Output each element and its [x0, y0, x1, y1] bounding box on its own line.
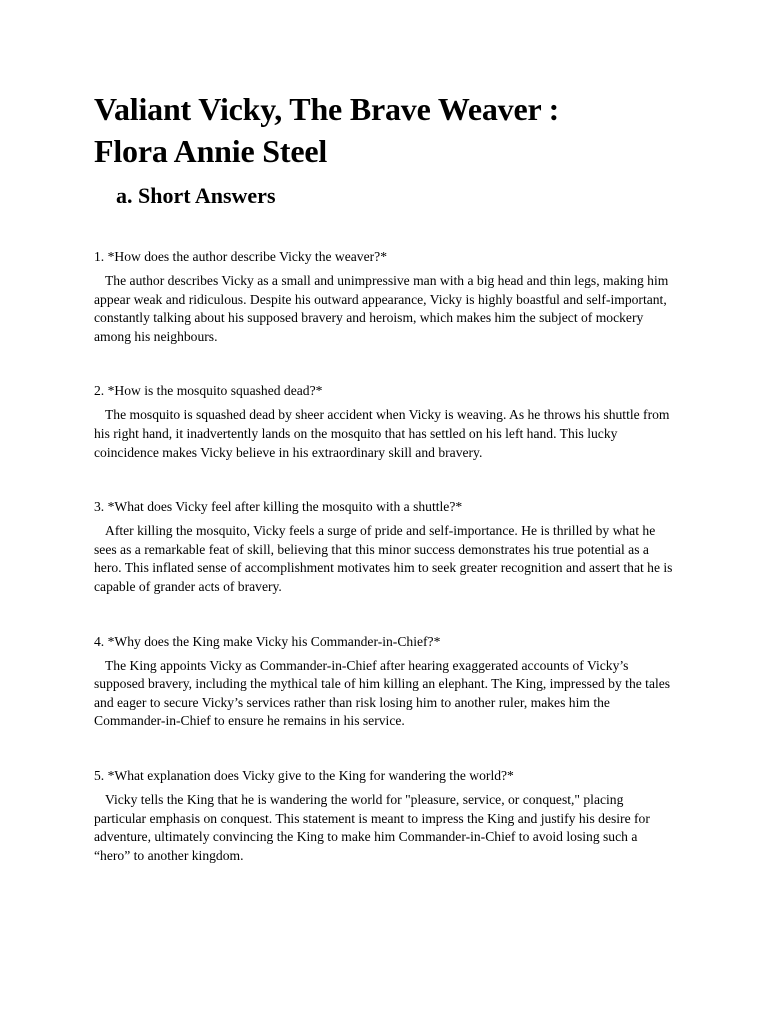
qa-item [94, 767, 674, 865]
title-line-2: Flora Annie Steel [94, 133, 328, 169]
qa-item [94, 633, 674, 731]
qa-list [94, 248, 674, 865]
qa-item [94, 498, 674, 596]
answer-text: The mosquito is squashed dead by sheer accident when Vicky is weaving. As he throws his shuttle from his right hand, it inadvertently lands on the mosquito that has settled on his left hand. This lucky coincidence makes Vicky believe in his extraordinary skill and bravery. [94, 407, 670, 460]
question-text: 3. *What does Vicky feel after killing the mosquito with a shuttle?* [94, 499, 463, 515]
qa-item [94, 248, 674, 346]
question-text: 5. *What explanation does Vicky give to the King for wandering the world?* [94, 767, 514, 783]
document-title [94, 88, 674, 172]
answer-text: The author describes Vicky as a small and unimpressive man with a big head and thin legs, making him appear weak and ridiculous. Despite his outward appearance, Vicky is highly boastful and self-important, constantly talking about his supposed bravery and heroism, which makes him the subject of mockery among his neighbours. [94, 273, 669, 344]
document-page [94, 88, 674, 901]
question-text: 4. *Why does the King make Vicky his Commander-in-Chief?* [94, 633, 441, 649]
title-line-1: Valiant Vicky, The Brave Weaver : [94, 91, 560, 127]
question-text: 2. *How is the mosquito squashed dead?* [94, 383, 323, 399]
answer-text: The King appoints Vicky as Commander-in-Chief after hearing exaggerated accounts of Vicky’s supposed bravery, including the mythical tale of him killing an elephant. The King, impressed by the tales and eager to secure Vicky’s services rather than risk losing him to another ruler, makes him the Commander-in-Chief to ensure he remains in his service. [94, 657, 671, 729]
question-text: 1. *How does the author describe Vicky the weaver?* [94, 249, 387, 264]
qa-item [94, 382, 674, 462]
answer-text: After killing the mosquito, Vicky feels a surge of pride and self-importance. He is thrilled by what he sees as a remarkable feat of skill, believing that this minor success demonstrates his true potential as a hero. This inflated sense of accomplishment motivates him to seek greater recognition and assert that he is capable of grander acts of bravery. [94, 523, 673, 594]
answer-text: Vicky tells the King that he is wandering the world for "pleasure, service, or conquest," placing particular emphasis on conquest. This statement is meant to impress the King and justify his desire for adventure, ultimately convincing the King to make him Commander-in-Chief to avoid losing such a “hero” to another kingdom. [94, 791, 650, 863]
section-heading: a. Short Answers [116, 183, 276, 208]
